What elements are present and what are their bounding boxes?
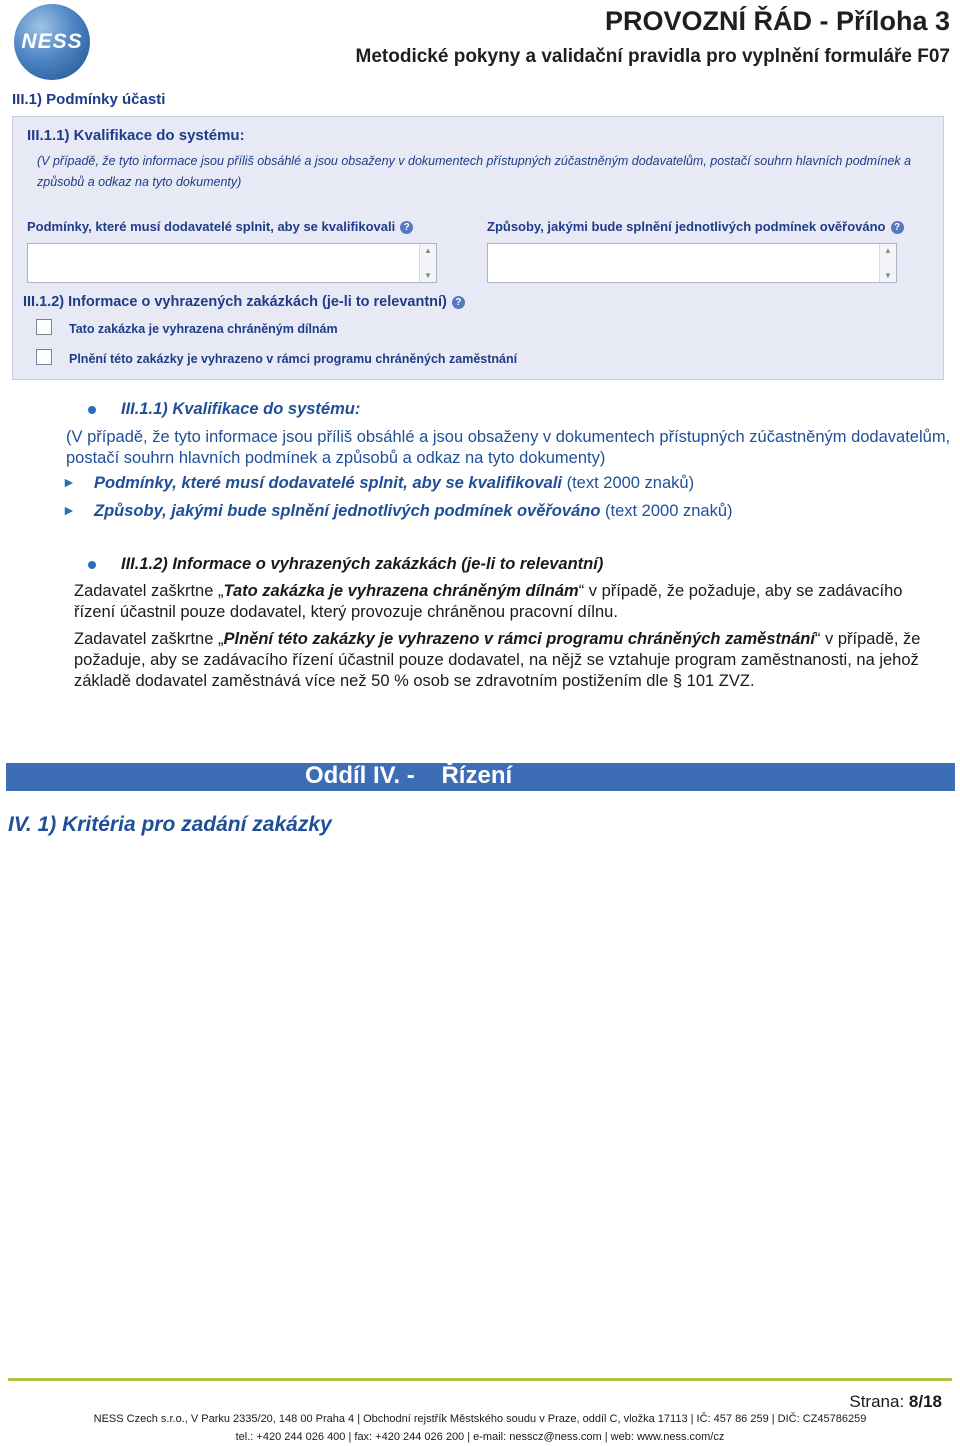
page-number [849,1392,942,1412]
footer-divider [8,1378,952,1381]
screenshot-section-title: III.1) Podmínky účasti [12,91,166,108]
scroll-down-icon[interactable]: ▼ [884,271,892,280]
bullet-icon [88,406,96,414]
checkbox1-label: Tato zakázka je vyhrazena chráněným dílnám [69,322,338,336]
field2-textarea[interactable] [487,243,897,283]
panel-note: (V případě, že tyto informace jsou příliš obsáhlé a jsou obsaženy v dokumentech přístupných zúčastněným dodavatelům, postačí souhrn hlavních podmínek a způsobů a odkaz na tyto dokumenty) [37,154,912,189]
page-number-value: 8/18 [908,1392,942,1411]
a1-note: (text 2000 znaků) [566,474,695,492]
a1-bold: Podmínky, které musí dodavatelé splnit, aby se kvalifikovali [94,474,562,492]
field1-label-text: Podmínky, které musí dodavatelé splnit, aby se kvalifikovali [27,219,396,234]
a2-note: (text 2000 znaků) [605,502,733,520]
company-logo [14,4,90,80]
field2-label [487,219,904,234]
section2-title-text: III.1.2) Informace o vyhrazených zakázkách (je-li to relevantní) [23,294,447,310]
a2-line [94,501,954,522]
bullet-icon [88,561,96,569]
p1-text-a: Zadavatel zaškrtne „ [74,582,224,600]
form-screenshot [8,83,952,390]
section-band-title: Oddíl IV. - Řízení [305,762,513,789]
help-icon[interactable]: ? [400,221,413,234]
scroll-up-icon[interactable]: ▲ [884,246,892,255]
b2-title: III.1.2) Informace o vyhrazených zakázkách (je-li to relevantní) [121,555,604,573]
field1-scrollbar[interactable] [419,244,436,282]
document-title: PROVOZNÍ ŘÁD - Příloha 3 [604,6,950,36]
scroll-up-icon[interactable]: ▲ [424,246,432,255]
field1-textarea[interactable] [27,243,437,283]
p2-text-b: “ v případě, že požaduje, aby se zadávacího řízení účastnil pouze dodavatel, na nějž se vztahuje program zaměstnanosti, na jehož základě dodavatel zaměstnává více než 50 % osob se zdravotním postižením dle § 101 ZVZ. [74,630,921,690]
panel-title: III.1.1) Kvalifikace do systému: [27,127,245,144]
page-label: Strana: [849,1392,909,1411]
scroll-down-icon[interactable]: ▼ [424,271,432,280]
section2-title [23,294,465,310]
help-icon[interactable]: ? [891,221,904,234]
field2-label-text: Způsoby, jakými bude splnění jednotlivých podmínek ověřováno [487,219,886,234]
checkbox-sheltered-employment[interactable] [36,349,52,365]
arrow-icon: ► [62,502,76,518]
paragraph-1 [74,581,946,623]
help-icon[interactable]: ? [452,296,465,309]
b1-text: (V případě, že tyto informace jsou příliš obsáhlé a jsou obsaženy v dokumentech přístupných zúčastněným dodavatelům, postačí souhrn hlavních podmínek a způsobů a odkaz na tyto dokumenty) [66,428,951,467]
p1-text-b: “ v případě, že požaduje, aby se zadávacího řízení účastnil pouze dodavatel, který provozuje chráněnou pracovní dílnu. [74,582,903,621]
p2-text-a: Zadavatel zaškrtne „ [74,630,224,648]
logo-text: NESS [21,30,83,53]
a2-bold: Způsoby, jakými bude splnění jednotlivých podmínek ověřováno [94,502,601,520]
field1-label [27,219,413,234]
footer-address: NESS Czech s.r.o., V Parku 2335/20, 148 00 Praha 4 | Obchodní rejstřík Městského soudu v Praze, oddíl C, vložka 17113 | IČ: 457 86 259 | DIČ: CZ45786259 [93,1413,867,1425]
p1-bold: Tato zakázka je vyhrazena chráněným dílnám [223,582,579,600]
section-heading: IV. 1) Kritéria pro zadání zakázky [8,813,332,836]
arrow-icon: ► [62,474,76,490]
a1-line [94,473,954,494]
footer-contact: tel.: +420 244 026 400 | fax: +420 244 026 200 | e-mail: nesscz@ness.com | web: www.ness.com/cz [235,1431,725,1443]
p2-bold: Plnění této zakázky je vyhrazeno v rámci programu chráněných zaměstnání [223,630,815,648]
b1-title: III.1.1) Kvalifikace do systému: [121,400,361,418]
document-subtitle: Metodické pokyny a validační pravidla pro vyplnění formuláře F07 [355,46,950,67]
field2-scrollbar[interactable] [879,244,896,282]
paragraph-2 [74,629,946,692]
screenshot-panel [12,116,944,380]
checkbox2-label: Plnění této zakázky je vyhrazeno v rámci programu chráněných zaměstnání [69,352,518,366]
checkbox-sheltered-workshops[interactable] [36,319,52,335]
